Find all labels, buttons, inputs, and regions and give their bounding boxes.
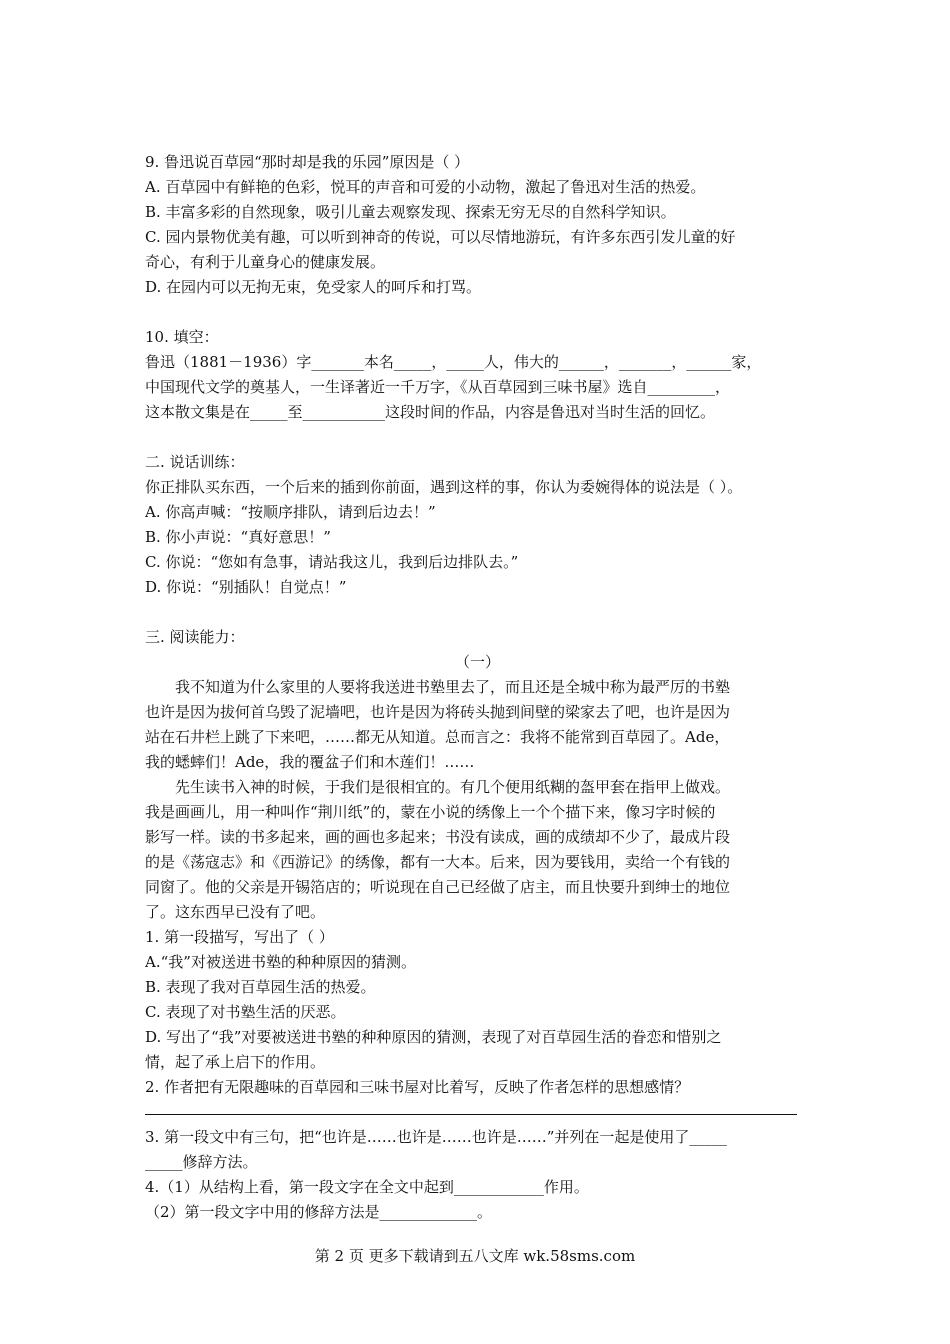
reading-question-1-option-d-line2: 情，起了承上启下的作用。 [145, 1053, 326, 1071]
page-content [145, 150, 810, 1225]
speaking-option-b: B. 你小声说：“真好意思！” [145, 528, 331, 546]
reading-question-1-option-a: A.“我”对被送进书塾的种种原因的猜测。 [145, 953, 416, 971]
spacer [145, 600, 810, 625]
question-10-line1: 鲁迅（1881－1936）字_______本名_____，_____人，伟大的______，_______，______家， [145, 353, 762, 371]
reading-question-3-line2: _____修辞方法。 [145, 1153, 258, 1171]
reading-section-title: 三. 阅读能力： [145, 628, 245, 646]
reading-question-1-option-b: B. 表现了我对百草园生活的热爱。 [145, 978, 376, 996]
passage-paragraph-2-line: 影写一样。读的书多起来，画的画也多起来；书没有读成，画的成绩却不少了，最成片段 [145, 828, 731, 846]
passage-paragraph-1-line: 我的蟋蟀们！Ade，我的覆盆子们和木莲们！…… [145, 753, 475, 771]
reading-question-1-option-c: C. 表现了对书塾生活的厌恶。 [145, 1003, 346, 1021]
reading-question-4-line2: （2）第一段文字中用的修辞方法是_____________。 [145, 1203, 493, 1221]
reading-question-3-line1: 3. 第一段文中有三句，把“也许是……也许是……也许是……”并列在一起是使用了_____ [145, 1128, 727, 1146]
reading-question-1-option-d-line1: D. 写出了“我”对要被送进书塾的种种原因的猜测，表现了对百草园生活的眷恋和惜别之 [145, 1028, 722, 1046]
passage-paragraph-2-line: 的是《荡寇志》和《西游记》的绣像，都有一大本。后来，因为要钱用，卖给一个有钱的 [145, 853, 731, 871]
question-10-line2: 中国现代文学的奠基人，一生译著近一千万字，《从百草园到三味书屋》选自_________， [145, 378, 731, 396]
passage-paragraph-1-line: 站在石井栏上跳了下来吧，……都无从知道。总而言之：我将不能常到百草园了。Ade， [145, 728, 730, 746]
reading-question-4-line1: 4.（1）从结构上看，第一段文字在全文中起到____________作用。 [145, 1178, 589, 1196]
speaking-option-d: D. 你说：“别插队！自觉点！” [145, 578, 347, 596]
reading-passage-number: （一） [454, 653, 500, 671]
spacer [145, 425, 810, 450]
question-9-option-d: D. 在园内可以无拘无束，免受家人的呵斥和打骂。 [145, 278, 482, 296]
passage-paragraph-2-line: 了。这东西早已没有了吧。 [145, 903, 326, 921]
passage-paragraph-2-line: 我是画画儿，用一种叫作“荆川纸”的，蒙在小说的绣像上一个个描下来，像习字时候的 [145, 803, 716, 821]
passage-paragraph-1-line: 也许是因为拔何首乌毁了泥墙吧，也许是因为将砖头抛到间壁的梁家去了吧，也许是因为 [145, 703, 731, 721]
question-9-stem: 9. 鲁迅说百草园“那时却是我的乐园”原因是（ ） [145, 153, 470, 171]
passage-paragraph-2-line: 先生读书入神的时候，于我们是很相宜的。有几个便用纸糊的盔甲套在指甲上做戏。 [175, 778, 731, 796]
question-9-option-c-line2: 奇心，有利于儿童身心的健康发展。 [145, 253, 386, 271]
question-9-option-a: A. 百草园中有鲜艳的色彩，悦耳的声音和可爱的小动物，激起了鲁迅对生活的热爱。 [145, 178, 706, 196]
spacer [145, 300, 810, 325]
question-9-option-b: B. 丰富多彩的自然现象，吸引儿童去观察发现、探索无穷无尽的自然科学知识。 [145, 203, 676, 221]
reading-question-2-stem: 2. 作者把有无限趣味的百草园和三味书屋对比着写，反映了作者怎样的思想感情？ [145, 1078, 690, 1096]
passage-paragraph-2-line: 同窗了。他的父亲是开锡箔店的；听说现在自己已经做了店主，而且快要升到绅士的地位 [145, 878, 731, 896]
question-10-title: 10. 填空： [145, 328, 219, 346]
page-footer: 第 2 页 更多下载请到五八文库 wk.58sms.com [314, 1247, 636, 1265]
speaking-section-title: 二. 说话训练： [145, 453, 245, 471]
passage-paragraph-1-line: 我不知道为什么家里的人要将我送进书塾里去了，而且还是全城中称为最严厉的书塾 [175, 678, 731, 696]
speaking-option-a: A. 你高声喊：“按顺序排队，请到后边去！” [145, 503, 436, 521]
reading-question-1-stem: 1. 第一段描写，写出了（ ） [145, 928, 334, 946]
speaking-option-c: C. 你说：“您如有急事，请站我这儿，我到后边排队去。” [145, 553, 519, 571]
speaking-question-stem: 你正排队买东西，一个后来的插到你前面，遇到这样的事，你认为委婉得体的说法是（ ）。 [145, 478, 743, 496]
question-10-line3: 这本散文集是在_____至___________这段时间的作品，内容是鲁迅对当时生活的回忆。 [145, 403, 716, 421]
question-9-option-c-line1: C. 园内景物优美有趣，可以听到神奇的传说，可以尽情地游玩，有许多东西引发儿童的好 [145, 228, 736, 246]
answer-line [145, 1100, 797, 1115]
